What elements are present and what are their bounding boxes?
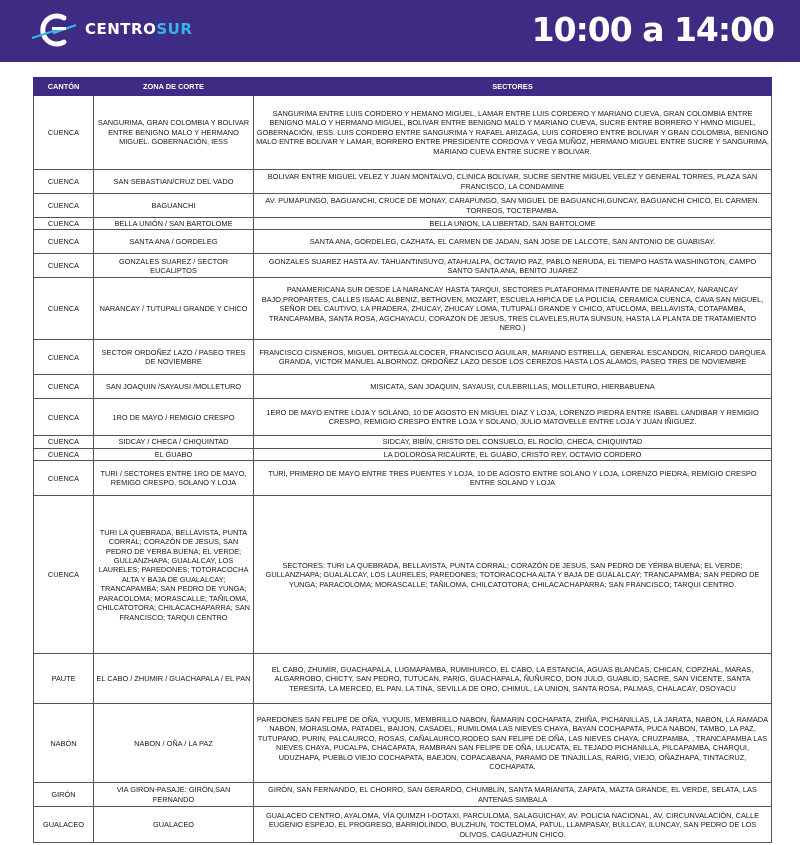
- header-bar: [0, 0, 800, 62]
- cell-zona: NABON / OÑA / LA PAZ: [94, 704, 254, 783]
- cell-sectores: PANAMERICANA SUR DESDE LA NARANCAY HASTA TARQUI, SECTORES PLATAFORMA ITINERANTE DE NARANCAY, NARANCAY BAJO,PROPARTES, CALLES ISAAC ALBENIZ, BETHOVEN, MOZART, ESCUELA HIPICA DE LA POLICIA, CERAMICA CUENCA, CAVA SAN MIGUEL, SEÑOR DEL CAUTIVO, LA PRADERA, ZHUCAY, ZHUCAY LOMA, TUTUPALI GRANDE Y CHICO, ATUCLOMA, BELLAVISTA, COTAPAMBA, TRANCAPAMBA, SANTA ROSA, AGCHAYACU, CORAZON DE JESUS, TRES CLAVELES,RUTA SUNSUN, HASTA LA PLANTA DE TRATAMIENTO NERO.): [254, 278, 772, 340]
- table-row: [34, 783, 772, 807]
- table-row: [34, 340, 772, 375]
- cell-zona: NARANCAY / TUTUPALI GRANDE Y CHICO: [94, 278, 254, 340]
- cell-sectores: GONZALES SUAREZ HASTA AV. TAHUANTINSUYO, ATAHUALPA, OCTAVIO PAZ, PABLO NERUDA, EL TIEMPO HASTA WASHINGTON, CAMPO SANTO SANTA ANA, BENITO JUAREZ: [254, 254, 772, 278]
- table-row: [34, 194, 772, 218]
- cell-canton: CUENCA: [34, 96, 94, 170]
- cell-sectores: FRANCISCO CISNEROS, MIGUEL ORTEGA ALCOCER, FRANCISCO AGUILAR, MARIANO ESTRELLA, GENERAL ESCANDON, RICARDO DARQUEA GRANDA, VICTOR MANUEL ALBORNOZ. ORDOÑEZ LAZO DESDE LOS CEREZOS HASTA LOS ALAMOS, PASEO TRES DE NOVIEMBRE: [254, 340, 772, 375]
- cell-canton: CUENCA: [34, 375, 94, 399]
- table-row: [34, 436, 772, 448]
- cell-zona: TURI / SECTORES ENTRE 1RO DE MAYO, REMIGO CRESPO, SOLANO Y LOJA: [94, 461, 254, 496]
- cell-zona: SAN SEBASTIAN/CRUZ DEL VADO: [94, 170, 254, 194]
- table-row: [34, 654, 772, 704]
- cell-sectores: SIDCAY, BIBÍN, CRISTO DEL CONSUELO, EL ROCÍO, CHECA, CHIQUINTAD: [254, 436, 772, 448]
- header-canton: CANTÓN: [34, 78, 94, 96]
- table-row: [34, 448, 772, 460]
- cell-sectores: BELLA UNION, LA LIBERTAD, SAN BARTOLOME: [254, 218, 772, 230]
- cell-canton: CUENCA: [34, 230, 94, 254]
- cell-zona: BAGUANCHI: [94, 194, 254, 218]
- cell-sectores: LA DOLOROSA RICAURTE, EL GUABO, CRISTO REY, OCTAVIO CORDERO: [254, 448, 772, 460]
- cell-sectores: PAREDONES SAN FELIPE DE OÑA, YUQUIS, MEMBRILLO NABON, ÑAMARIN COCHAPATA, ZHIÑA, PICHANILLAS, LA JARATA, NABON, LA RAMADA NABON, MORASLOMA, PATADEL, BAIJON, CASADEL, RUMILOMA LAS NIEVES CHAYA, BAYAN COCHAPATA, PUCA NABON, TAMBO, LA PAZ, TUTUPANO, PURIN, PALCAURCO, ROSAS, CAÑALAURCO,RODEO SAN FELIPE DE OÑA, LAS NIEVES CHAYA, CRUZPAMBA, , TRANCAPAMBA LAS NIEVES CHAYA, PUCALPA, CHACAPATA, RAMBRAN SAN FELIPE DE OÑA, ULUCATA, EL TEJADO PICHANILLA, PILCAPAMBA, CHARQUI, UDUZHAPA, PUEBLO VIEJO COCHAPATA, BAEJON, COPACABANA, PARAMO DE TINAJILLAS, RARIG, VIEJO, OÑAZHAPA, TINTACRUZ, COCHAPATA.: [254, 704, 772, 783]
- table-row: [34, 96, 772, 170]
- cell-sectores: GIRÓN, SAN FERNANDO, EL CHORRO, SAN GERARDO, CHUMBLIN, SANTA MARIANITA, ZAPATA, MAZTA GRANDE, EL VERDE, SELATA, LAS ANTENAS SIMBALA: [254, 783, 772, 807]
- cell-canton: CUENCA: [34, 461, 94, 496]
- table-row: [34, 704, 772, 783]
- cell-zona: GONZALES SUAREZ / SECTOR EUCALIPTOS: [94, 254, 254, 278]
- table-row: [34, 278, 772, 340]
- time-range: 10:00 a 14:00: [531, 10, 774, 49]
- cell-canton: CUENCA: [34, 399, 94, 436]
- header-zona: ZONA DE CORTE: [94, 78, 254, 96]
- cell-sectores: MISICATA, SAN JOAQUIN, SAYAUSI, CULEBRILLAS, MOLLETURO, HIERBABUENA: [254, 375, 772, 399]
- cell-canton: GUALACEO: [34, 807, 94, 843]
- cell-zona: SIDCAY / CHECA / CHIQUINTAD: [94, 436, 254, 448]
- cell-canton: CUENCA: [34, 254, 94, 278]
- table-row: [34, 375, 772, 399]
- cell-sectores: GUALACEO CENTRO, AYALOMA, VÍA QUIMZH I-DOTAXI, PARCULOMA, SALAGUICHAY, AV. POLICIA NACIONAL, AV. CIRCUNVALACIÓN, CALLE EUGENIO ESPEJO, EL PROGRESO, BARRIOLINDO, BULZHUN, TOCTELOMA, PATUL, LLAMPASAY, BULLCAY, ILUNCAY, SAN PEDRO DE LOS OLIVOS, CAGUAZHUN CHICO.: [254, 807, 772, 843]
- cell-sectores: SECTORES: TURI LA QUEBRADA, BELLAVISTA, PUNTA CORRAL; CORAZÓN DE JESUS, SAN PEDRO DE YERBA BUENA; EL VERDE; GULLANZHAPA; GUALALCAY, LOS LAURELES; PAREDONES; TOTORACOCHA ALTA Y BAJA DE GUALALCAY; TRANCAPAMBA; SAN PEDRO DE YUNGA; PARACOLOMA; MORASCALLE; TAÑILOMA, CHILCATOTORA; CHILACACHAPARRA; SAN FRANCISCO; TARQUI CENTRO.: [254, 496, 772, 654]
- cell-zona: 1RO DE MAYO / REMIGIO CRESPO: [94, 399, 254, 436]
- cell-sectores: SANGURIMA ENTRE LUIS CORDERO Y HEMANO MIGUEL, LAMAR ENTRE LUIS CORDERO Y MARIANO CUEVA, GRAN COLOMBIA ENTRE BENIGNO MALO Y HERMANO MIGUEL, BOLIVAR ENTRE BENIGNO MALO Y MARIANO CUEVA, SUCRE ENTRE BORRERO Y HMNO MIGUEL, GOBERNACIÓN, IESS. LUIS CORDERO ENTRE SANGURIMA Y RAFAEL ARIZAGA, LUIS CORDERO ENTRE BOLIVAR Y GRAN COLOMBIA, BENIGNO MALO ENTRE BOLIVAR Y LAMAR, BORRERO ENTRE PRESIDENTE CORDOVA Y VEGA MUÑOZ, HERMANO MIGUEL ENTRE SUCRE Y SANGURIMA, MARIANO CUEVA ENTRE SUCRE Y BOLIVAR.: [254, 96, 772, 170]
- table-row: [34, 218, 772, 230]
- cell-zona: EL GUABO: [94, 448, 254, 460]
- table-row: [34, 807, 772, 843]
- cell-zona: VIA GIRON-PASAJE: GIRÓN,SAN FERNANDO: [94, 783, 254, 807]
- cell-canton: PAUTE: [34, 654, 94, 704]
- cell-canton: CUENCA: [34, 340, 94, 375]
- table-row: [34, 254, 772, 278]
- cell-sectores: 1ERO DE MAYO ENTRE LOJA Y SOLANO, 10 DE AGOSTO EN MIGUEL DIAZ Y LOJA, LORENZO PIEDRA ENTRE ISABEL LANDIBAR Y REMIGIO CRESPO, REMIGIO CRESPO ENTRE LOJA Y SOLANO, JULIO MATOVELLE ENTRE LOJA Y JUAN IÑIGUEZ.: [254, 399, 772, 436]
- cell-canton: GIRÓN: [34, 783, 94, 807]
- cell-zona: EL CABO / ZHUMIR / GUACHAPALA / EL PAN: [94, 654, 254, 704]
- cell-zona: GUALACEO: [94, 807, 254, 843]
- cell-zona: SANTA ANA / GORDELEG: [94, 230, 254, 254]
- cell-zona: SAN JOAQUIN /SAYAUSI /MOLLETURO: [94, 375, 254, 399]
- table-row: [34, 461, 772, 496]
- cell-sectores: BOLIVAR ENTRE MIGUEL VELEZ Y JUAN MONTALVO, CLINICA BOLIVAR, SUCRE SENTRE MIGUEL VELEZ Y GENERAL TORRES, PLAZA SAN FRANCISCO, LA CONDAMINE: [254, 170, 772, 194]
- brand-name: [85, 20, 192, 38]
- brand-part1: CENTRO: [85, 20, 157, 38]
- table-row: [34, 496, 772, 654]
- cell-sectores: EL CABO, ZHUMIR, GUACHAPALA, LUGMAPAMBA, RUMIHURCO, EL CABO, LA ESTANCIA, AGUAS BLANCAS, CHICAN, COPZHAL, MARAS, ALGARROBO, CHICTY, SAN PEDRO, TUTUCAN, PARIG, GUACHAPALA, ÑUÑURCO, DON JULO, GUABLID, SACRE, SAN VICENTE, SANTA TERESITA, LA MERCED, EL PAN, LA TINA, SEVILLA DE ORO, CHIMUL, LA UNION, SANTA ROSA, PALMAS, CHALACAY, OSOYACU: [254, 654, 772, 704]
- cell-sectores: AV. PUMAPUNGO, BAGUANCHI, CRUCE DE MONAY, CARAPUNGO, SAN MIGUEL DE BAGUANCHI,GUNCAY, BAGUANCHI CHICO, EL CARMEN. TORREOS, TOCTEPAMBA.: [254, 194, 772, 218]
- cell-zona: BELLA UNIÓN / SAN BARTOLOME: [94, 218, 254, 230]
- cell-canton: CUENCA: [34, 278, 94, 340]
- cell-zona: SECTOR ORDOÑEZ LAZO / PASEO TRES DE NOVIEMBRE: [94, 340, 254, 375]
- table-row: [34, 170, 772, 194]
- cell-canton: NABÓN: [34, 704, 94, 783]
- cell-sectores: TURI, PRIMERO DE MAYO ENTRE TRES PUENTES Y LOJA, 10 DE AGOSTO ENTRE SOLANO Y LOJA, LORENZO PIEDRA, REMIGIO CRESPO ENTRE SOLANO Y LOJA: [254, 461, 772, 496]
- cell-canton: CUENCA: [34, 218, 94, 230]
- cell-canton: CUENCA: [34, 170, 94, 194]
- table-row: [34, 230, 772, 254]
- table-row: [34, 399, 772, 436]
- table-header-row: [34, 78, 772, 96]
- cell-canton: CUENCA: [34, 194, 94, 218]
- outage-table: [33, 77, 772, 843]
- cell-zona: TURI LA QUEBRADA, BELLAVISTA, PUNTA CORRAL; CORAZÓN DE JESUS, SAN PEDRO DE YERBA BUENA; EL VERDE; GULLANZHAPA; GUALALCAY, LOS LAURELES; PAREDONES; TOTORACOCHA ALTA Y BAJA DE GUALALCAY; TRANCAPAMBA; SAN PEDRO DE YUNGA; PARACOLOMA; MORASCALLE; TAÑILOMA, CHILCATOTORA; CHILACACHAPARRA; SAN FRANCISCO; TARQUI CENTRO: [94, 496, 254, 654]
- cell-sectores: SANTA ANA, GORDELEG, CAZHATA, EL CARMEN DE JADAN, SAN JOSE DE LALCOTE, SAN ANTONIO DE GUABISAY.: [254, 230, 772, 254]
- cell-zona: SANGURIMA, GRAN COLOMBIA Y BOLIVAR ENTRE BENIGNO MALO Y HERMANO MIGUEL. GOBERNACIÓN, IESS: [94, 96, 254, 170]
- cell-canton: CUENCA: [34, 436, 94, 448]
- cell-canton: CUENCA: [34, 448, 94, 460]
- header-sectores: SECTORES: [254, 78, 772, 96]
- brand-part2: SUR: [156, 20, 193, 38]
- cell-canton: CUENCA: [34, 496, 94, 654]
